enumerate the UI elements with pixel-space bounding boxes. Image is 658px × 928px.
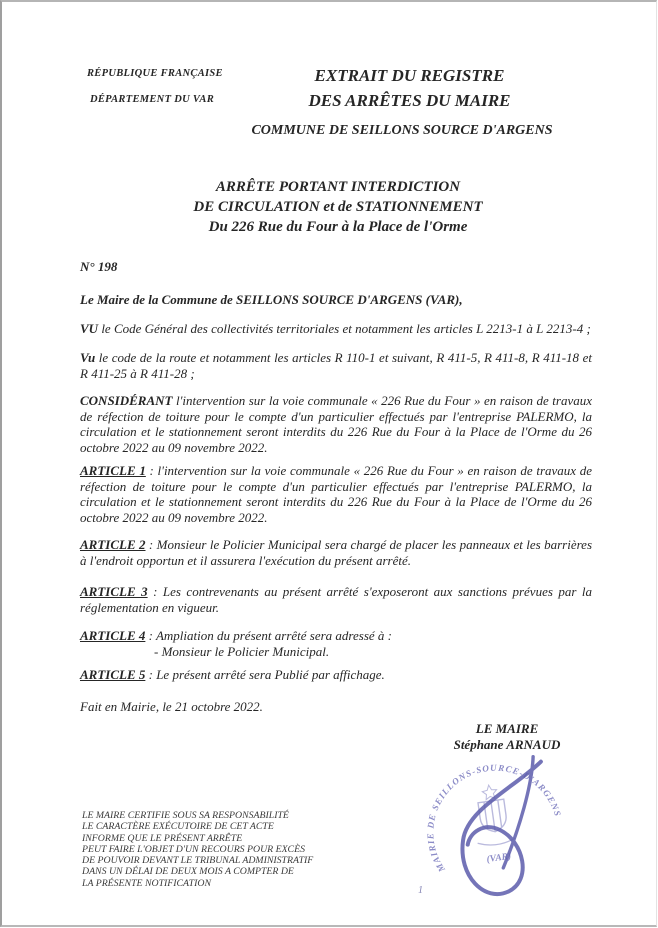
registre-line-1: EXTRAIT DU REGISTRE xyxy=(314,66,505,85)
recital-text: le code de la route et notamment les articles R 110-1 et suivant, R 411-5, R 411-8, R 411-18 et R 411-25 à R 411-28 ; xyxy=(80,350,592,381)
stamp-ring-text: MAIRIE DE SEILLONS-SOURCE-D'ARGENS xyxy=(425,762,564,874)
article-label: ARTICLE 5 xyxy=(80,667,146,682)
article-2 xyxy=(80,537,592,568)
recital-label: CONSIDÉRANT xyxy=(80,393,173,408)
document-title xyxy=(38,177,638,237)
certification-line: DE POUVOIR DEVANT LE TRIBUNAL ADMINISTRATIF xyxy=(82,855,314,867)
page-number: 1 xyxy=(418,885,423,896)
article-label: ARTICLE 1 xyxy=(80,463,146,478)
title-line-2: DE CIRCULATION et de STATIONNEMENT xyxy=(193,199,483,215)
title-line-3: Du 226 Rue du Four à la Place de l'Orme xyxy=(208,219,468,235)
certification-line: LE CARACTÈRE EXÉCUTOIRE DE CET ACTE xyxy=(82,821,274,833)
certification-line: LE MAIRE CERTIFIE SOUS SA RESPONSABILITÉ xyxy=(82,810,289,821)
article-label: ARTICLE 2 xyxy=(80,537,146,552)
recital-label: Vu xyxy=(80,350,96,365)
article-label: ARTICLE 4 xyxy=(80,628,146,643)
certification-line: INFORME QUE LE PRÉSENT ARRÊTE xyxy=(82,832,243,844)
recital-vu-1 xyxy=(80,321,592,337)
article-5 xyxy=(80,667,592,683)
title-line-1: ARRÊTE PORTANT INTERDICTION xyxy=(215,179,461,195)
recital-vu-2 xyxy=(80,350,592,381)
departement-line: DÉPARTEMENT DU VAR xyxy=(90,94,215,105)
place-date-line: Fait en Mairie, le 21 octobre 2022. xyxy=(80,699,263,714)
signature-title: LE MAIRE xyxy=(475,721,539,736)
article-3 xyxy=(80,584,592,615)
certification-line: PEUT FAIRE L'OBJET D'UN RECOURS POUR EXCÈS xyxy=(82,843,305,855)
certification-block xyxy=(82,810,313,889)
article-4 xyxy=(80,628,592,659)
stamp-center-text: (VAR) xyxy=(486,851,512,866)
registre-heading xyxy=(237,63,582,113)
recital-text: l'intervention sur la voie communale « 226 Rue du Four » en raison de travaux de réfection de toiture pour le compte d'un particulier effectués par l'entreprise PALERMO, la circulation et le stationnement seront interdits du 226 Rue du Four à la Place de l'Orme du 26 octobre 2022 au 09 novembre 2022. xyxy=(80,393,593,455)
article-text: : Le présent arrêté sera Publié par affichage. xyxy=(148,667,385,682)
article-text: : Monsieur le Policier Municipal sera chargé de placer les panneaux et les barrières à l'endroit opportun et il assurera l'exécution du présent arrêté. xyxy=(80,537,593,568)
commune-heading: COMMUNE DE SEILLONS SOURCE D'ARGENS xyxy=(251,123,553,138)
article-sub-item: - Monsieur le Policier Municipal. xyxy=(154,643,330,659)
article-text: : Ampliation du présent arrêté sera adressé à : xyxy=(148,628,392,643)
article-label: ARTICLE 3 xyxy=(80,584,148,599)
intro-line: Le Maire de la Commune de SEILLONS SOURCE D'ARGENS (VAR), xyxy=(80,292,463,307)
article-1 xyxy=(80,463,592,525)
certification-line: LA PRÉSENTE NOTIFICATION xyxy=(82,877,212,889)
recital-label: VU xyxy=(80,321,99,336)
certification-line: DANS UN DÉLAI DE DEUX MOIS A COMPTER DE xyxy=(82,866,294,878)
article-text: : Les contrevenants au présent arrêté s'exposeront aux sanctions prévues par la réglementation en vigueur. xyxy=(80,584,593,615)
decree-number: N° 198 xyxy=(80,259,118,274)
recital-text: le Code Général des collectivités territoriales et notamment les articles L 2213-1 à L 2213-4 ; xyxy=(101,321,591,336)
registre-line-2: DES ARRÊTES DU MAIRE xyxy=(308,91,511,110)
recital-considerant xyxy=(80,393,592,455)
article-text: : l'intervention sur la voie communale « 226 Rue du Four » en raison de travaux de réfection de toiture pour le compte d'un particulier effectués par l'entreprise PALERMO, la circulation et le stationnement seront interdits du 226 Rue du Four à la Place de l'Orme du 26 octobre 2022 au 09 novembre 2022. xyxy=(80,463,593,525)
republique-line: RÉPUBLIQUE FRANÇAISE xyxy=(87,68,223,79)
signature-name: Stéphane ARNAUD xyxy=(453,737,561,752)
